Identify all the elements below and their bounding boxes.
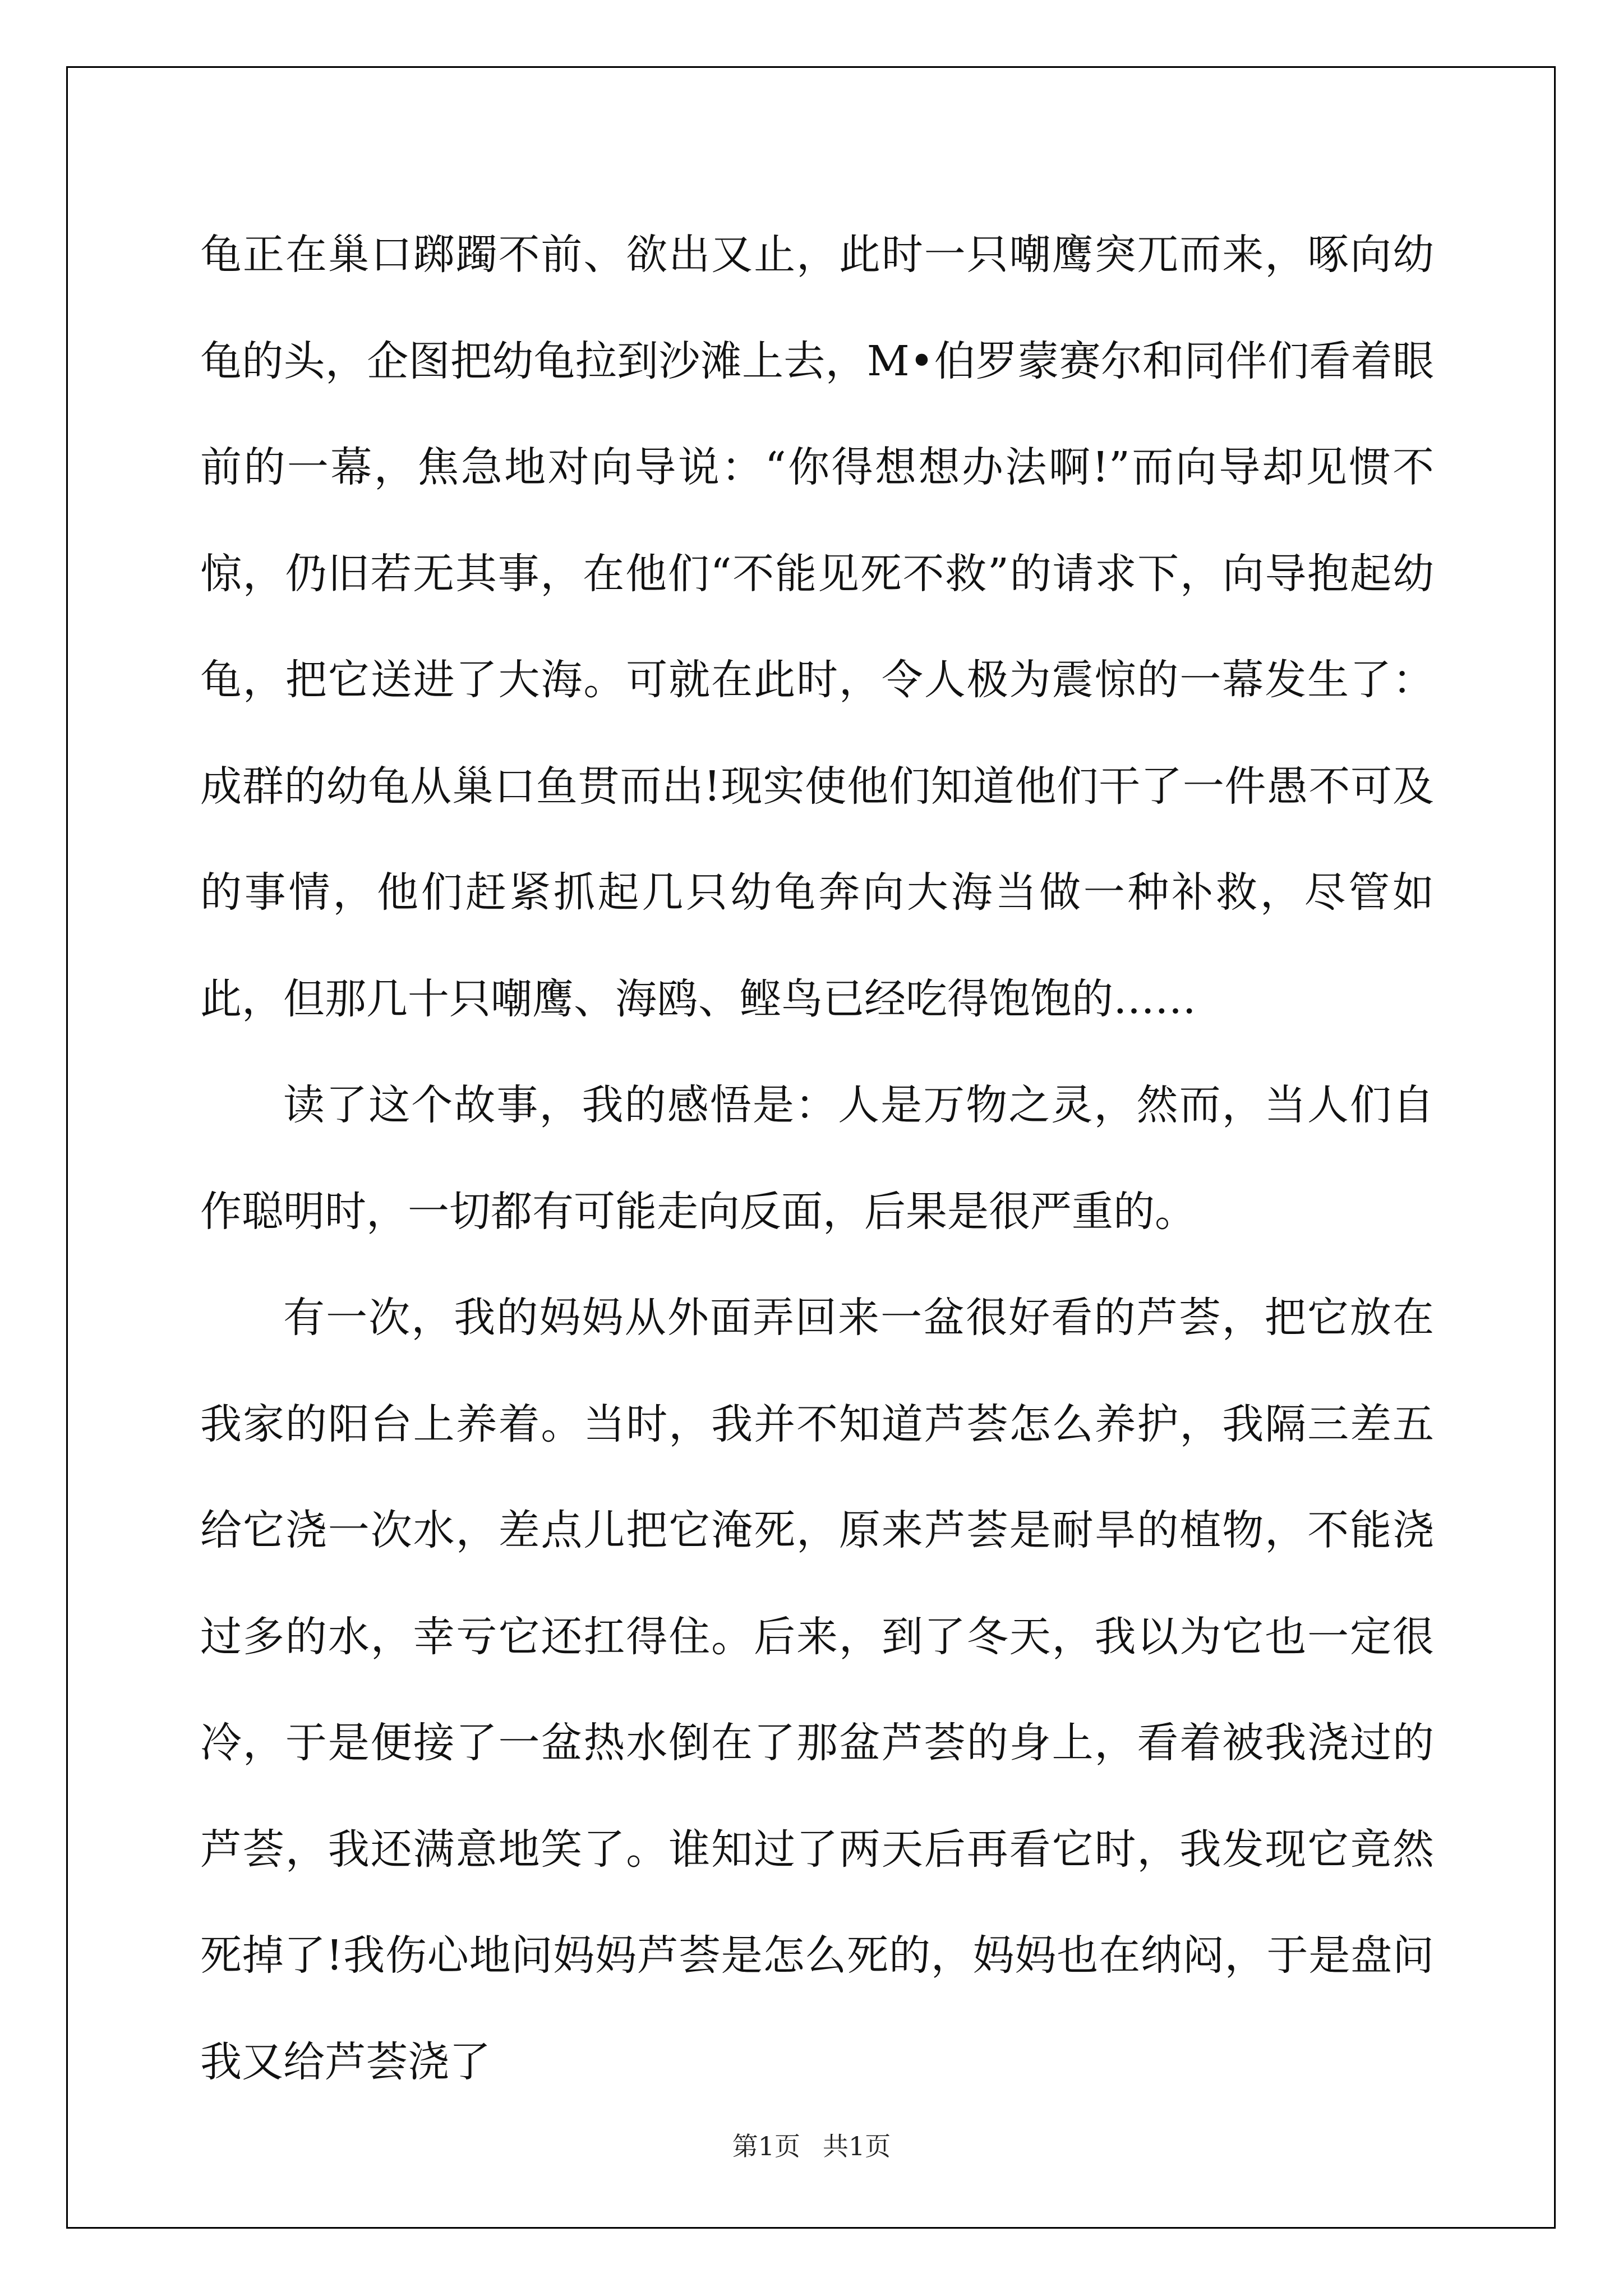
page-number: 第1页 xyxy=(732,2131,800,2161)
page-footer xyxy=(0,2126,1623,2163)
paragraph-1: 龟正在巢口踯躅不前、欲出又止，此时一只嘲鹰突兀而来，啄向幼龟的头，企图把幼龟拉到沙滩上去，M•伯罗蒙赛尔和同伴们看着眼前的一幕，焦急地对向导说：“你得想想办法啊!”而向导却见惯不惊，仍旧若无其事，在他们“不能见死不救”的请求下，向导抱起幼龟，把它送进了大海。可就在此时，令人极为震惊的一幕发生了：成群的幼龟从巢口鱼贯而出!现实使他们知道他们干了一件愚不可及的事情，他们赶紧抓起几只幼龟奔向大海当做一种补救，尽管如此，但那几十只嘲鹰、海鸥、鲣鸟已经吃得饱饱的…… xyxy=(200,231,1434,1023)
paragraph-3: 有一次，我的妈妈从外面弄回来一盆很好看的芦荟，把它放在我家的阳台上养着。当时，我并不知道芦荟怎么养护，我隔三差五给它浇一次水，差点儿把它淹死，原来芦荟是耐旱的植物，不能浇过多的水，幸亏它还扛得住。后来，到了冬天，我以为它也一定很冷，于是便接了一盆热水倒在了那盆芦荟的身上，看着被我浇过的芦荟，我还满意地笑了。谁知过了两天后再看它时，我发现它竟然死掉了!我伤心地问妈妈芦荟是怎么死的，妈妈也在纳闷，于是盘问我又给芦荟浇了 xyxy=(200,1294,1434,2086)
page-total: 共1页 xyxy=(823,2131,891,2161)
document-body xyxy=(200,202,1434,2115)
paragraph-2: 读了这个故事，我的感悟是：人是万物之灵，然而，当人们自作聪明时，一切都有可能走向反面，后果是很严重的。 xyxy=(200,1081,1434,1236)
